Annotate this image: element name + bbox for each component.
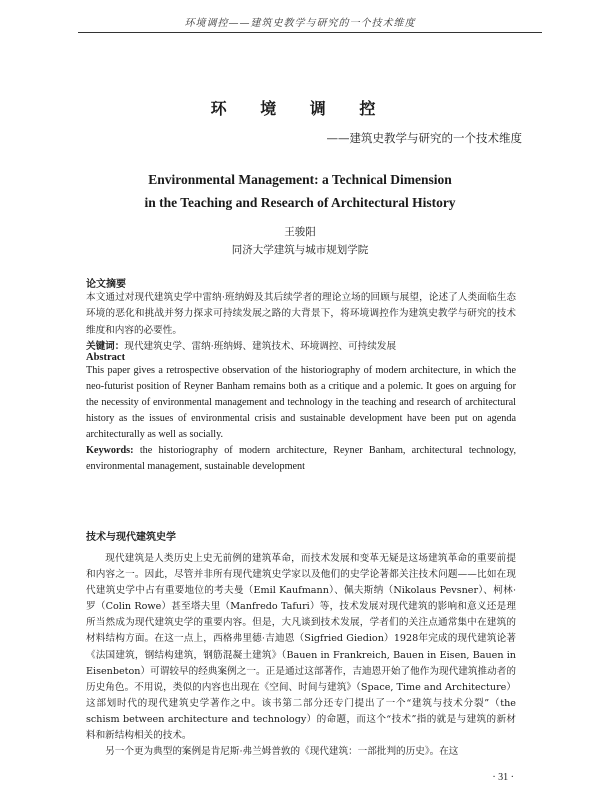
abstract-english [86, 352, 516, 475]
body-section [86, 528, 516, 760]
keywords-chinese-label: 关键词： [86, 340, 125, 352]
keywords-english [86, 443, 516, 475]
abstract-chinese-text: 本文通过对现代建筑史学中雷纳·班纳姆及其后续学者的理论立场的回顾与展望，论述了人类面临生态环境的恶化和挑战并努力探求可持续发展之路的大背景下，将环境调控作为建筑史教学与研究的技术维度和内容的必要性。 [86, 292, 516, 336]
author-name: 王骏阳 [284, 226, 316, 238]
author-affiliation: 同济大学建筑与城市规划学院 [231, 244, 369, 256]
body-paragraph-2: 另一个更为典型的案例是肯尼斯·弗兰姆普敦的《现代建筑：一部批判的历史》。在这 [105, 746, 459, 758]
abstract-english-text: This paper gives a retrospective observation of the historiography of modern architecture, in which the neo-futurist position of Reyner Banham remains both as a critique and a polemic. It goes on arguing for the necessity of environmental management and technology in the teaching and research of architectural history as the issues of environmental crisis and sustainable development have been put on agenda architecturally as well as socially. [86, 365, 516, 440]
subtitle-chinese: ——建筑史教学与研究的一个技术维度 [326, 131, 522, 145]
keywords-english-list: the historiography of modern architecture, Reyner Banham, architectural technology, environmental management, sustainable development [86, 445, 516, 472]
title-english [0, 168, 600, 214]
title-chinese: 环 境 调 控 [210, 99, 390, 118]
abstract-chinese [86, 275, 516, 355]
title-english-line2: in the Teaching and Research of Architectural History [144, 195, 456, 210]
title-english-line1: Environmental Management: a Technical Dimension [148, 172, 452, 187]
abstract-english-heading: Abstract [86, 352, 126, 363]
page-number: · 31 · [492, 772, 514, 783]
section-heading: 技术与现代建筑史学 [86, 532, 176, 543]
header-rule [78, 32, 542, 33]
abstract-chinese-heading: 论文摘要 [86, 279, 126, 290]
keywords-english-label: Keywords: [86, 445, 134, 456]
running-head: 环境调控——建筑史教学与研究的一个技术维度 [184, 18, 416, 29]
body-paragraph-1: 现代建筑是人类历史上史无前例的建筑革命，而技术发展和变革无疑是这场建筑革命的重要前提和内容之一。因此，尽管并非所有现代建筑史学家以及他们的史学论著都关注技术问题——比如在现代建筑史学中占有重要地位的考夫曼（Emil Kaufmann）、佩夫斯纳（Nikolaus Pevsner）、柯林·罗（Colin Rowe）甚至塔夫里（Manfredo Tafuri）等，技术发展对现代建筑的影响和意义还是理所当然成为现代建筑史学的重要内容。但是，大凡谈到技术发展，学者们的关注点通常集中在建筑的材料结构方面。在这一点上，西格弗里德·吉迪恩（Sigfried Giedion）1928年完成的现代建筑论著《法国建筑，钢结构建筑，钢筋混凝土建筑》（Bauen in Frankreich, Bauen in Eisen, Bauen in Eisenbeton）可谓较早的经典案例之一。正是通过这部著作，吉迪恩开始了他作为现代建筑推动者的历史角色。不用说，类似的内容也出现在《空间、时间与建筑》（Space, Time and Architecture）这部划时代的现代建筑史学著作之中。该书第二部分还专门提出了一个“建筑与技术分裂”（the schism between architecture and technology）的命题，而这个“技术”指的就是与建筑的新材料和新结构相关的技术。 [86, 553, 516, 742]
keywords-chinese-list: 现代建筑史学、雷纳·班纳姆、建筑技术、环境调控、可持续发展 [124, 340, 397, 352]
